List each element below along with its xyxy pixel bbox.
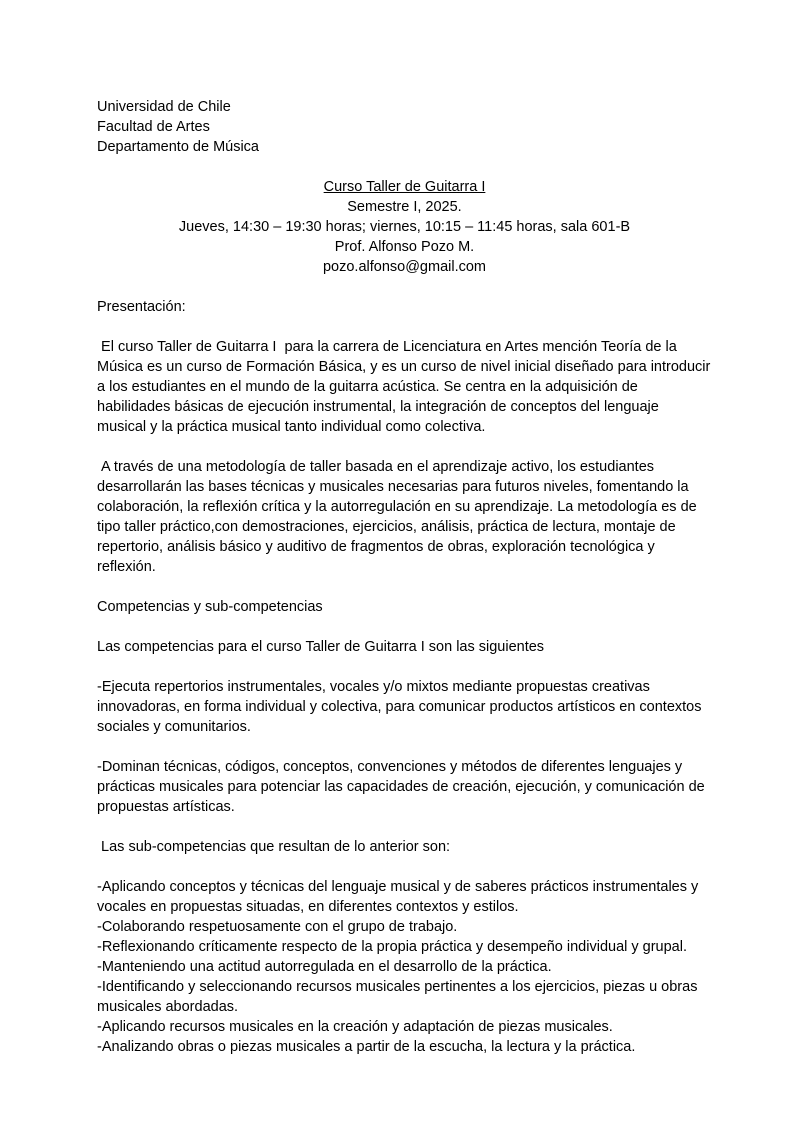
faculty-line: Facultad de Artes [97, 119, 210, 135]
competencias-intro-block [97, 637, 712, 657]
competencia-item-2 [97, 757, 712, 817]
sub-competencia-item: -Colaborando respetuosamente con el grupo de trabajo. [97, 919, 458, 935]
course-title-text: Curso Taller de Guitarra I [323, 179, 486, 195]
competencias-heading: Competencias y sub-competencias [97, 599, 323, 615]
sub-competencia-item: -Aplicando recursos musicales en la creación y adaptación de piezas musicales. [97, 1019, 613, 1035]
competencias-heading-block [97, 597, 712, 617]
semester-line: Semestre I, 2025. [347, 199, 462, 215]
sub-competencia-item: -Aplicando conceptos y técnicas del lenguaje musical y de saberes prácticos instrumentales y vocales en propuestas situadas, en diferentes contextos y estilos. [97, 879, 703, 915]
sub-competencia-item: -Reflexionando críticamente respecto de la propia práctica y desempeño individual y grupal. [97, 939, 687, 955]
paragraph-text: A través de una metodología de taller basada en el aprendizaje activo, los estudiantes desarrollarán las bases técnicas y musicales necesarias para futuros niveles, fomentando la colaboración, la reflexión crítica y la autorregulación en su aprendizaje. La metodología es de tipo taller práctico,con demostraciones, ejercicios, análisis, práctica de lectura, montaje de repertorio, análisis básico y auditivo de fragmentos de obras, exploración tecnológica y reflexión. [97, 459, 701, 575]
presentation-paragraph-2 [97, 457, 712, 577]
paragraph-text: El curso Taller de Guitarra I para la carrera de Licenciatura en Artes mención Teoría de la Música es un curso de Formación Básica, y es un curso de nivel inicial diseñado para introducir a los estudiantes en el mundo de la guitarra acústica. Se centra en la adquisición de habilidades básicas de ejecución instrumental, la integración de conceptos del lenguaje musical y la práctica musical tanto individual como colectiva. [97, 339, 715, 435]
sub-competencias-intro-block [97, 837, 712, 857]
presentation-paragraph-1 [97, 337, 715, 437]
sub-competencia-item: -Manteniendo una actitud autorregulada en el desarrollo de la práctica. [97, 959, 552, 975]
university-line: Universidad de Chile [97, 99, 231, 115]
email-line: pozo.alfonso@gmail.com [322, 259, 487, 275]
course-title-block [97, 177, 712, 277]
course-title [97, 177, 712, 197]
competencias-intro: Las competencias para el curso Taller de Guitarra I son las siguientes [97, 639, 545, 655]
professor-line: Prof. Alfonso Pozo M. [334, 239, 475, 255]
department-line: Departamento de Música [97, 139, 259, 155]
schedule-line: Jueves, 14:30 – 19:30 horas; viernes, 10:15 – 11:45 horas, sala 601-B [178, 219, 631, 235]
competencia-text: -Dominan técnicas, códigos, conceptos, convenciones y métodos de diferentes lenguajes y prácticas musicales para potenciar las capacidades de creación, ejecución, y comunicación de propuestas artísticas. [97, 759, 709, 815]
sub-competencias-intro: Las sub-competencias que resultan de lo anterior son: [97, 839, 451, 855]
presentation-heading-block [97, 297, 712, 317]
sub-competencia-item: -Analizando obras o piezas musicales a partir de la escucha, la lectura y la práctica. [97, 1039, 636, 1055]
competencia-text: -Ejecuta repertorios instrumentales, vocales y/o mixtos mediante propuestas creativas innovadoras, en forma individual y colectiva, para comunicar productos artísticos en contextos sociales y comunitarios. [97, 679, 706, 735]
institution-header [97, 97, 712, 157]
presentation-heading: Presentación: [97, 299, 186, 315]
sub-competencias-list [97, 877, 712, 1057]
competencia-item-1 [97, 677, 712, 737]
sub-competencia-item: -Identificando y seleccionando recursos musicales pertinentes a los ejercicios, piezas u obras musicales abordadas. [97, 979, 702, 1015]
